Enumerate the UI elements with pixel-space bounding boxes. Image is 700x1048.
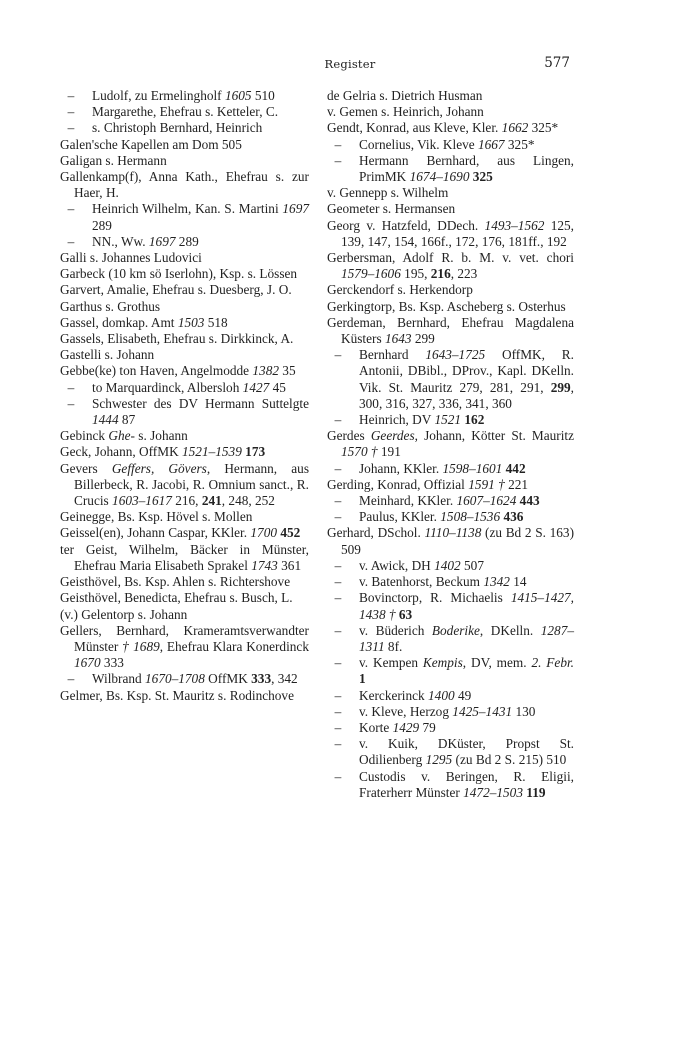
index-entry: Gellers, Bernhard, Krameramtsverwandter Münster † 1689, Ehefrau Klara Konerdinck 1670 333 — [60, 622, 309, 671]
index-entry: Geinegge, Bs. Ksp. Hövel s. Mollen — [60, 509, 253, 525]
index-subentry: – v. Batenhorst, Beckum 1342 14 — [327, 574, 574, 590]
page-header — [0, 57, 700, 77]
index-entry: Garbeck (10 km sö Iserlohn), Ksp. s. Lössen — [60, 266, 298, 282]
index-entry: Geissel(en), Johann Caspar, KKler. 1700 452 — [60, 525, 301, 541]
index-entry: (v.) Gelentorp s. Johann — [60, 606, 188, 622]
index-entry: Gassels, Elisabeth, Ehefrau s. Dirkkinck, A. — [60, 331, 294, 347]
index-subentry: – Heinrich Wilhelm, Kan. S. Martini 1697 289 — [60, 201, 309, 233]
index-entry: Gerdeman, Bernhard, Ehefrau Magdalena Küsters 1643 299 — [327, 314, 574, 347]
index-subentry: – Cornelius, Vik. Kleve 1667 325* — [327, 137, 574, 153]
index-subentry: – Custodis v. Beringen, R. Eligii, Fraterherr Münster 1472–1503 119 — [327, 769, 574, 801]
index-entry: Gerkingtorp, Bs. Ksp. Ascheberg s. Osterhus — [327, 298, 566, 314]
index-entry: Gerhard, DSchol. 1110–1138 (zu Bd 2 S. 163) 509 — [327, 525, 574, 557]
running-title: Register — [324, 57, 376, 71]
index-entry: v. Gemen s. Heinrich, Johann — [327, 104, 484, 120]
index-entry: Gelmer, Bs. Ksp. St. Mauritz s. Rodinchove — [60, 687, 294, 703]
index-entry: Galen'sche Kapellen am Dom 505 — [60, 136, 242, 152]
index-subentry: – Kerckerinck 1400 49 — [327, 688, 574, 704]
index-subentry: – Margarethe, Ehefrau s. Ketteler, C. — [60, 104, 309, 120]
index-subentry: – Wilbrand 1670–1708 OffMK 333, 342 — [60, 671, 309, 687]
index-entry: Gerckendorf s. Herkendorp — [327, 282, 473, 298]
index-entry: Geck, Johann, OffMK 1521–1539 173 — [60, 444, 266, 460]
index-subentry: – Korte 1429 79 — [327, 720, 574, 736]
index-subentry: – v. Kempen Kempis, DV, mem. 2. Febr. 1 — [327, 655, 574, 687]
page-number: 577 — [544, 55, 570, 71]
index-subentry: – to Marquardinck, Albersloh 1427 45 — [60, 380, 309, 396]
index-entry: Gebinck Ghe- s. Johann — [60, 428, 188, 444]
index-column-right — [327, 88, 574, 801]
index-entry: v. Gennepp s. Wilhelm — [327, 185, 449, 201]
index-entry: Gallenkamp(f), Anna Kath., Ehefrau s. zur Haer, H. — [60, 169, 309, 201]
index-entry: Geisthövel, Bs. Ksp. Ahlen s. Richtershove — [60, 574, 291, 590]
index-subentry: – Bovinctorp, R. Michaelis 1415–1427, 1438 † 63 — [327, 590, 574, 622]
index-entry: Gerdes Geerdes, Johann, Kötter St. Mauritz 1570 † 191 — [327, 428, 575, 460]
index-entry: Geometer s. Hermansen — [327, 201, 456, 217]
index-entry: Gerding, Konrad, Offizial 1591 † 221 — [327, 476, 529, 492]
index-subentry: – Heinrich, DV 1521 162 — [327, 412, 574, 428]
index-entry: de Gelria s. Dietrich Husman — [327, 88, 483, 103]
index-entry: Geisthövel, Benedicta, Ehefrau s. Busch, L. — [60, 590, 293, 606]
index-subentry: – NN., Ww. 1697 289 — [60, 234, 309, 250]
index-subentry: – Paulus, KKler. 1508–1536 436 — [327, 509, 574, 525]
index-entry: Gevers Geffers, Gövers, Hermann, aus Billerbeck, R. Jacobi, R. Omnium sanct., R. Crucis 1603–1617 216, 241, 248, 252 — [60, 460, 309, 509]
index-subentry: – v. Büderich Boderike, DKelln. 1287–1311 8f. — [327, 623, 574, 655]
index-entry: Garvert, Amalie, Ehefrau s. Duesberg, J. O. — [60, 282, 292, 298]
index-entry: ter Geist, Wilhelm, Bäcker in Münster, Ehefrau Maria Elisabeth Sprakel 1743 361 — [60, 541, 309, 573]
index-subentry: – Johann, KKler. 1598–1601 442 — [327, 461, 574, 477]
index-entry: Georg v. Hatzfeld, DDech. 1493–1562 125, 139, 147, 154, 166f., 172, 176, 181ff., 192 — [327, 217, 574, 249]
index-subentry: – Schwester des DV Hermann Suttelgte 1444 87 — [60, 396, 309, 428]
index-entry: Gebbe(ke) ton Haven, Angelmodde 1382 35 — [60, 363, 296, 379]
index-entry: Galigan s. Hermann — [60, 152, 167, 168]
index-subentry: – Hermann Bernhard, aus Lingen, PrimMK 1674–1690 325 — [327, 153, 574, 185]
index-subentry: – Bernhard 1643–1725 OffMK, R. Antonii, DBibl., DProv., Kapl. DKelln. Vik. St. Mauritz 279, 281, 291, 299, 300, 316, 327, 336, 341, 360 — [327, 347, 574, 412]
index-subentry: – Ludolf, zu Ermelingholf 1605 510 — [60, 88, 309, 104]
index-entry: Gassel, domkap. Amt 1503 518 — [60, 314, 228, 330]
index-entry: Garthus s. Grothus — [60, 298, 161, 314]
index-subentry: – v. Kuik, DKüster, Propst St. Odilienberg 1295 (zu Bd 2 S. 215) 510 — [327, 736, 574, 768]
index-subentry: – v. Awick, DH 1402 507 — [327, 558, 574, 574]
index-column-left — [60, 88, 309, 704]
index-subentry: – s. Christoph Bernhard, Heinrich — [60, 120, 309, 136]
index-subentry: – Meinhard, KKler. 1607–1624 443 — [327, 493, 574, 509]
index-subentry: – v. Kleve, Herzog 1425–1431 130 — [327, 704, 574, 720]
index-entry: Galli s. Johannes Ludovici — [60, 250, 202, 266]
index-entry: Gastelli s. Johann — [60, 347, 155, 363]
index-entry: Gerbersman, Adolf R. b. M. v. vet. chori 1579–1606 195, 216, 223 — [327, 250, 574, 282]
index-entry: Gendt, Konrad, aus Kleve, Kler. 1662 325* — [327, 120, 559, 136]
